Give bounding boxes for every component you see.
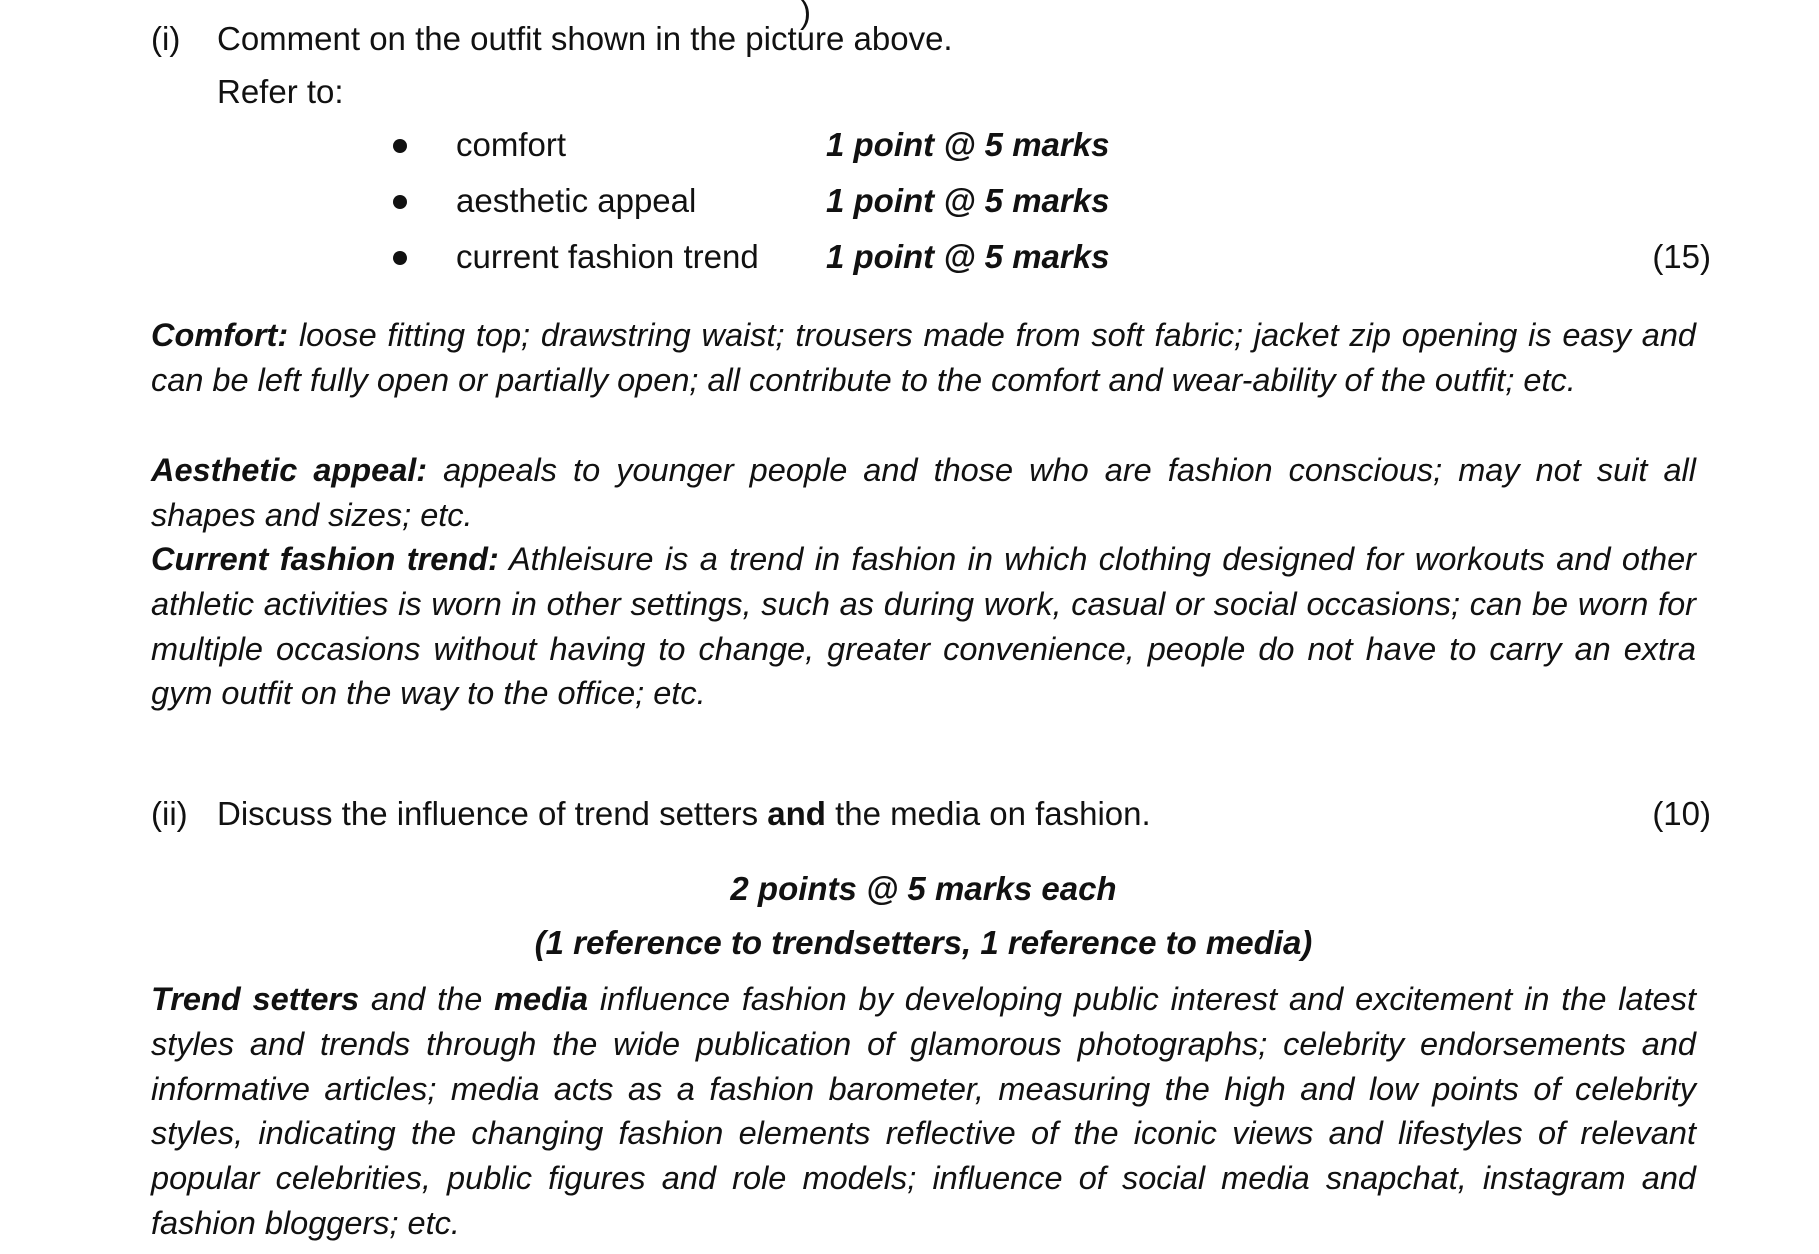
question-ii-number: (ii) (151, 795, 188, 832)
answer-ii-text: influence fashion by developing public interest and excitement in the latest styles and trends through the wide publication of glamorous photographs; celebrity endorsements and informative articles; media acts as a fashion barometer, measuring the high and low points of celebrity styles, indicating the changing fashion elements reflective of the iconic views and lifestyles of relevant popular celebrities, public figures and role models; influence of social media snapchat, instagram and fashion bloggers; etc. (151, 981, 1696, 1241)
answer-ii-mid: and the (359, 981, 495, 1017)
criteria-points: 1 point @ 5 marks (826, 182, 1110, 219)
question-ii-text-after: the media on fashion. (825, 795, 1151, 832)
trend-heading: Current fashion trend: (151, 541, 499, 577)
scheme-line-2: (1 reference to trendsetters, 1 reference to media) (534, 924, 1313, 961)
bullet-icon (393, 251, 407, 265)
answer-ii-bold-2: media (494, 981, 589, 1017)
refer-to-label: Refer to: (217, 73, 344, 110)
question-i-text: Comment on the outfit shown in the picture above. (217, 20, 953, 57)
question-i (151, 17, 1711, 61)
question-ii-text (217, 792, 1151, 836)
aesthetic-heading: Aesthetic appeal: (151, 452, 428, 488)
criteria-item (0, 179, 1711, 223)
comfort-heading: Comfort: (151, 317, 289, 353)
question-ii-marks: (10) (1652, 795, 1711, 832)
scheme-line-1: 2 points @ 5 marks each (730, 870, 1117, 907)
answer-trend (151, 537, 1696, 716)
criteria-label: aesthetic appeal (456, 182, 697, 219)
criteria-item (0, 123, 1711, 167)
answer-aesthetic (151, 448, 1696, 538)
trend-text: Athleisure is a trend in fashion in which clothing designed for workouts and other athletic activities is worn in other settings, such as during work, casual or social occasions; can be worn for multiple occasions without having to change, greater convenience, people do not have to carry an extra gym outfit on the way to the office; etc. (151, 541, 1696, 712)
question-i-marks: (15) (1652, 238, 1711, 275)
answer-ii (151, 977, 1696, 1246)
aesthetic-text: appeals to younger people and those who are fashion conscious; may not suit all shapes and sizes; etc. (151, 452, 1697, 533)
comfort-text: loose fitting top; drawstring waist; trousers made from soft fabric; jacket zip opening is easy and can be left fully open or partially open; all contribute to the comfort and wear-ability of the outfit; etc. (151, 317, 1696, 398)
bullet-icon (393, 139, 407, 153)
question-ii-text-bold: and (767, 795, 826, 832)
criteria-label: comfort (456, 126, 567, 163)
criteria-points: 1 point @ 5 marks (826, 126, 1110, 163)
question-ii-text-before: Discuss the influence of trend setters (217, 795, 768, 832)
answer-comfort (151, 313, 1696, 403)
question-ii (151, 792, 1711, 836)
bullet-icon (393, 195, 407, 209)
criteria-label: current fashion trend (456, 238, 759, 275)
clipped-top-text: ) (800, 0, 811, 30)
answer-ii-bold-1: Trend setters (151, 981, 360, 1017)
question-i-number: (i) (151, 20, 181, 57)
criteria-points: 1 point @ 5 marks (826, 238, 1110, 275)
criteria-item (0, 235, 1711, 279)
